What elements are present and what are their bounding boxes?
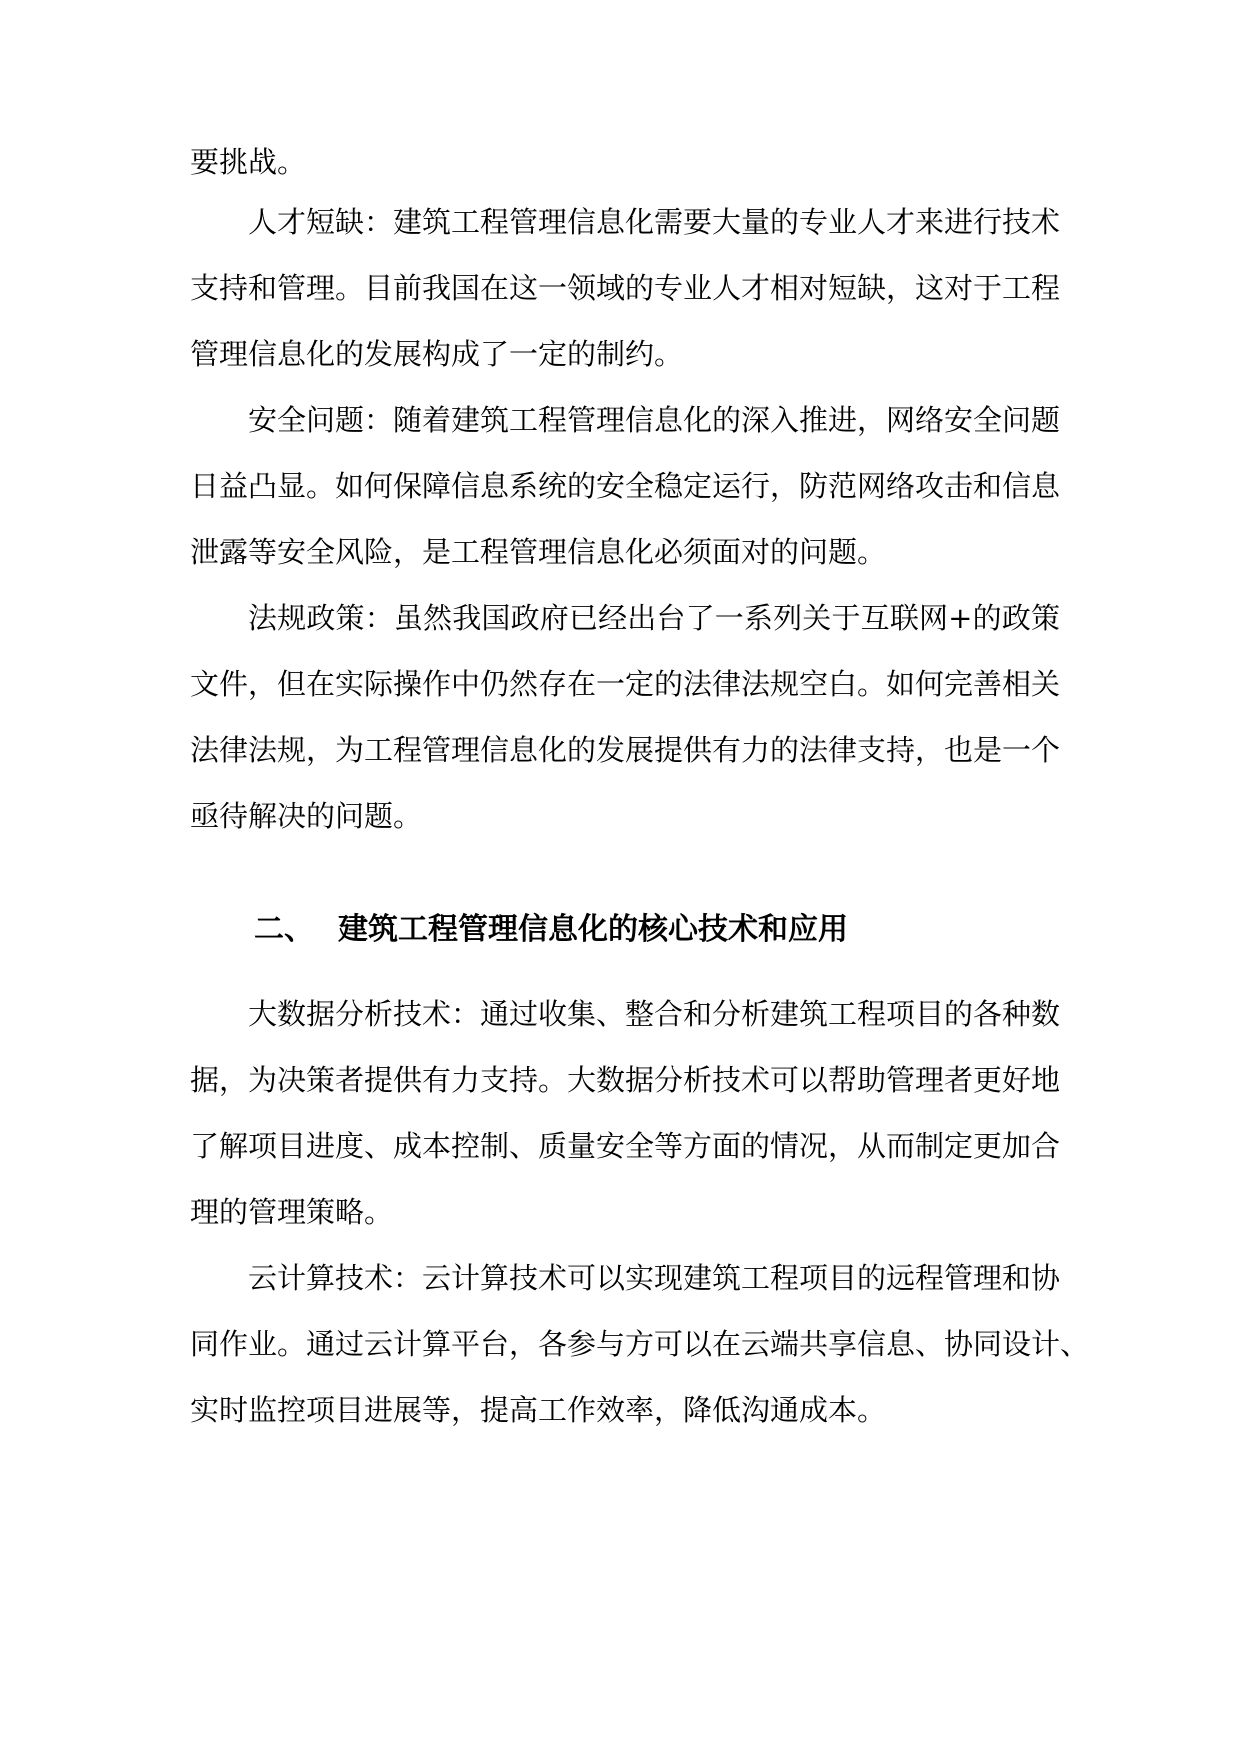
text-line: 日益凸显。如何保障信息系统的安全稳定运行，防范网络攻击和信息 bbox=[190, 469, 1061, 503]
section-number: 二、 bbox=[254, 912, 314, 947]
text-line: 支持和管理。目前我国在这一领域的专业人才相对短缺，这对于工程 bbox=[190, 271, 1061, 305]
section-heading bbox=[254, 908, 848, 952]
text-line: 要挑战。 bbox=[190, 145, 307, 179]
text-line: 云计算技术：云计算技术可以实现建筑工程项目的远程管理和协 bbox=[248, 1261, 1061, 1295]
text-line: 据，为决策者提供有力支持。大数据分析技术可以帮助管理者更好地 bbox=[190, 1063, 1061, 1097]
text-line: 实时监控项目进展等，提高工作效率，降低沟通成本。 bbox=[190, 1393, 887, 1427]
text-line: 管理信息化的发展构成了一定的制约。 bbox=[190, 337, 684, 371]
text-line: 安全问题：随着建筑工程管理信息化的深入推进，网络安全问题 bbox=[248, 403, 1061, 437]
text-line: 亟待解决的问题。 bbox=[190, 799, 423, 833]
text-line: 了解项目进度、成本控制、质量安全等方面的情况，从而制定更加合 bbox=[190, 1129, 1061, 1163]
section-title: 建筑工程管理信息化的核心技术和应用 bbox=[338, 912, 848, 947]
text-line: 法规政策：虽然我国政府已经出台了一系列关于互联网+的政策 bbox=[248, 601, 1060, 635]
text-line: 文件，但在实际操作中仍然存在一定的法律法规空白。如何完善相关 bbox=[190, 667, 1061, 701]
text-line: 大数据分析技术：通过收集、整合和分析建筑工程项目的各种数 bbox=[248, 997, 1061, 1031]
text-line: 法律法规，为工程管理信息化的发展提供有力的法律支持，也是一个 bbox=[190, 733, 1061, 767]
text-line: 同作业。通过云计算平台，各参与方可以在云端共享信息、协同设计、 bbox=[190, 1327, 1090, 1361]
text-line: 理的管理策略。 bbox=[190, 1195, 394, 1229]
text-line: 人才短缺：建筑工程管理信息化需要大量的专业人才来进行技术 bbox=[248, 205, 1061, 239]
text-line: 泄露等安全风险，是工程管理信息化必须面对的问题。 bbox=[190, 535, 887, 569]
